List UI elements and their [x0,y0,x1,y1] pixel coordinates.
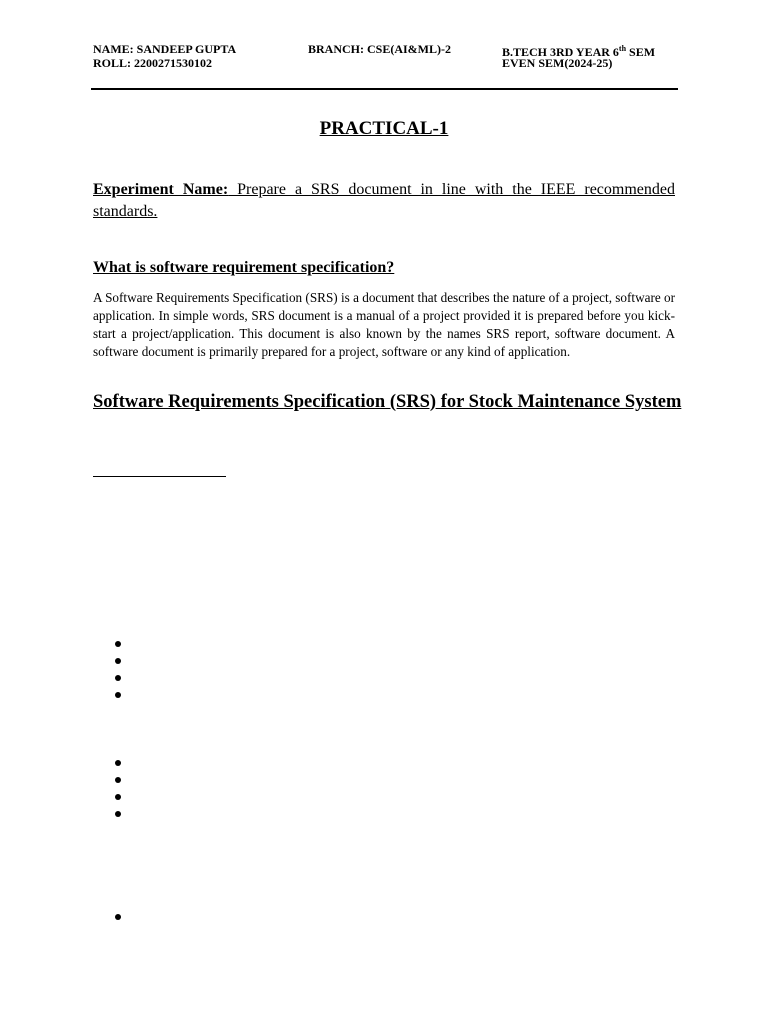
experiment-text: Prepare a SRS document in line with the IEEE recommended standards. [93,181,675,220]
bullet-dot-icon [115,760,121,766]
branch: BRANCH: CSE(AI&ML)-2 [308,42,451,56]
page-title-text: PRACTICAL-1 [319,118,449,139]
header-row-1 [93,42,677,59]
bullet-dot-icon [115,794,121,800]
year-prefix: B.TECH 3RD YEAR 6 [502,45,619,59]
header-divider [91,88,678,90]
session: EVEN SEM(2024-25) [502,56,613,70]
year-suffix: SEM [626,45,656,59]
question-heading: What is software requirement specification? [93,259,395,276]
header-row-2 [93,56,677,70]
experiment-name [93,179,675,223]
bullet-dot-icon [115,811,121,817]
srs-description: A Software Requirements Specification (SRS) is a document that describes the nature of a project, software or application. In simple words, SRS document is a manual of a project provided it is prepared before you kick-start a project/application. This document is also known by the names SRS report, software document. A software document is primarily prepared for a project, software or any kind of application. [93,290,675,359]
bullet-dot-icon [115,658,121,664]
experiment-label: Experiment Name: [93,181,229,198]
bullet-dot-icon [115,692,121,698]
roll-number: ROLL: 2200271530102 [93,56,213,70]
srs-heading: Software Requirements Specification (SRS) for Stock Maintenance System [93,392,682,412]
bullet-dot-icon [115,914,121,920]
underline-blank [93,476,226,477]
year-superscript: th [618,44,627,53]
bullet-dot-icon [115,777,121,783]
bullet-dot-icon [115,641,121,647]
bullet-dot-icon [115,675,121,681]
page-title [0,118,768,140]
student-name: NAME: SANDEEP GUPTA [93,42,237,56]
page-header [93,42,677,70]
